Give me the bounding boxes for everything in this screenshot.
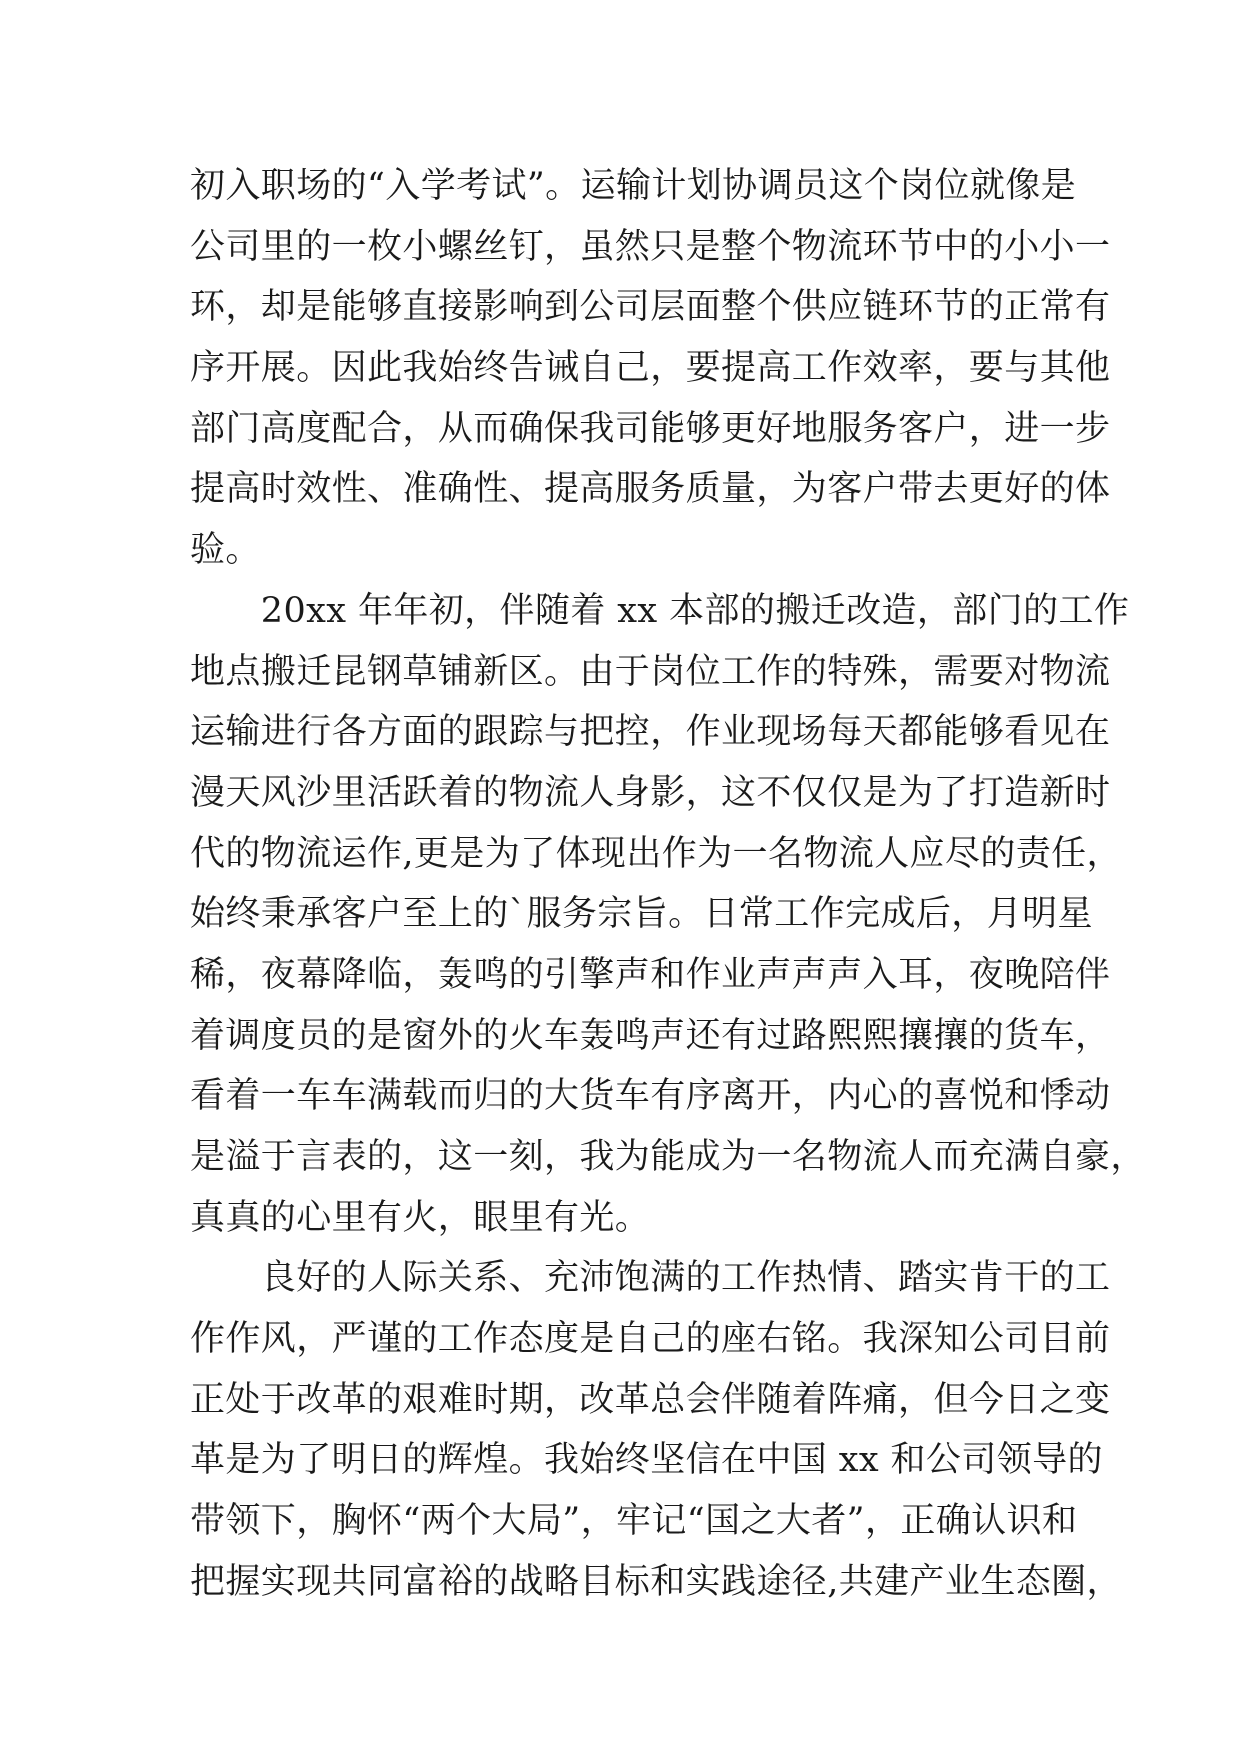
text-line: 地点搬迁昆钢草铺新区。由于岗位工作的特殊，需要对物流 bbox=[190, 651, 1111, 692]
body-text bbox=[190, 156, 1146, 1613]
text-line: 革是为了明日的辉煌。我始终坚信在中国 xx 和公司领导的 bbox=[190, 1440, 1103, 1481]
text-line: 把握实现共同富裕的战略目标和实践途径,共建产业生态圈， bbox=[190, 1561, 1122, 1602]
text-line: 正处于改革的艰难时期，改革总会伴随着阵痛，但今日之变 bbox=[190, 1379, 1111, 1420]
text-line: 序开展。因此我始终告诫自己，要提高工作效率，要与其他 bbox=[190, 348, 1111, 389]
text-line: 漫天风沙里活跃着的物流人身影，这不仅仅是为了打造新时 bbox=[190, 772, 1111, 813]
text-line: 始终秉承客户至上的`服务宗旨。日常工作完成后，月明星 bbox=[190, 894, 1093, 935]
text-line: 看着一车车满载而归的大货车有序离开，内心的喜悦和悸动 bbox=[190, 1076, 1111, 1117]
text-line: 良好的人际关系、充沛饱满的工作热情、踏实肯干的工 bbox=[190, 1258, 1111, 1299]
text-line: 真真的心里有火，眼里有光。 bbox=[190, 1197, 651, 1238]
text-line: 带领下，胸怀“两个大局”，牢记“国之大者”，正确认识和 bbox=[190, 1501, 1078, 1542]
text-line: 运输进行各方面的跟踪与把控，作业现场每天都能够看见在 bbox=[190, 712, 1111, 753]
text-line: 代的物流运作,更是为了体现出作为一名物流人应尽的责任， bbox=[190, 833, 1122, 874]
text-line: 提高时效性、准确性、提高服务质量，为客户带去更好的体 bbox=[190, 469, 1111, 510]
text-line: 是溢于言表的，这一刻，我为能成为一名物流人而充满自豪， bbox=[190, 1137, 1146, 1177]
text-line: 20xx 年年初，伴随着 xx 本部的搬迁改造，部门的工作 bbox=[190, 590, 1130, 631]
text-line: 验。 bbox=[190, 530, 261, 571]
text-line: 着调度员的是窗外的火车轰鸣声还有过路熙熙攘攘的货车， bbox=[190, 1015, 1111, 1056]
text-line: 公司里的一枚小螺丝钉，虽然只是整个物流环节中的小小一 bbox=[190, 226, 1111, 267]
text-line: 作作风，严谨的工作态度是自己的座右铭。我深知公司目前 bbox=[190, 1319, 1111, 1360]
text-line: 初入职场的“入学考试”。运输计划协调员这个岗位就像是 bbox=[190, 166, 1077, 206]
text-line: 环，却是能够直接影响到公司层面整个供应链环节的正常有 bbox=[190, 287, 1111, 328]
text-line: 稀，夜幕降临，轰鸣的引擎声和作业声声声入耳，夜晚陪伴 bbox=[190, 954, 1111, 995]
text-line: 部门高度配合，从而确保我司能够更好地服务客户，进一步 bbox=[190, 408, 1111, 449]
